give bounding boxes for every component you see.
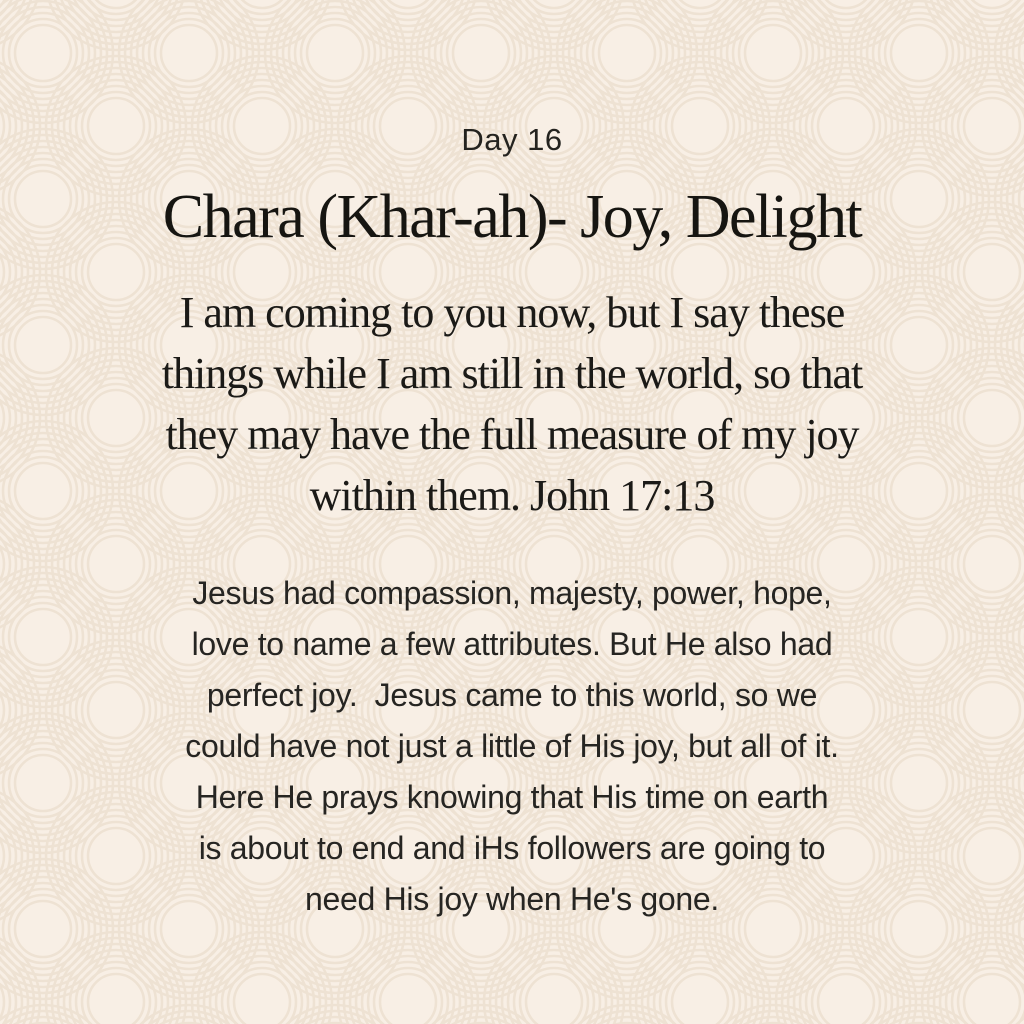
day-label: Day 16 (461, 122, 563, 157)
verse-text (72, 282, 952, 526)
body-line: Here He prays knowing that His time on earth (195, 779, 829, 815)
verse-line: within them. John 17:13 (309, 471, 715, 520)
verse-line: they may have the full measure of my joy (165, 410, 859, 459)
body-line: perfect joy. Jesus came to this world, so we (206, 677, 818, 713)
body-line: Jesus had compassion, majesty, power, hope, (192, 575, 832, 611)
devotional-body (72, 568, 952, 925)
body-line: need His joy when He's gone. (305, 881, 719, 917)
body-line: love to name a few attributes. But He also had (191, 626, 833, 662)
body-line: is about to end and iHs followers are going to (198, 830, 826, 866)
verse-line: I am coming to you now, but I say these (179, 288, 845, 337)
verse-line: things while I am still in the world, so that (161, 349, 863, 398)
card-title: Chara (Khar-ah)- Joy, Delight (162, 183, 862, 251)
body-line: could have not just a little of His joy, but all of it. (185, 728, 839, 764)
